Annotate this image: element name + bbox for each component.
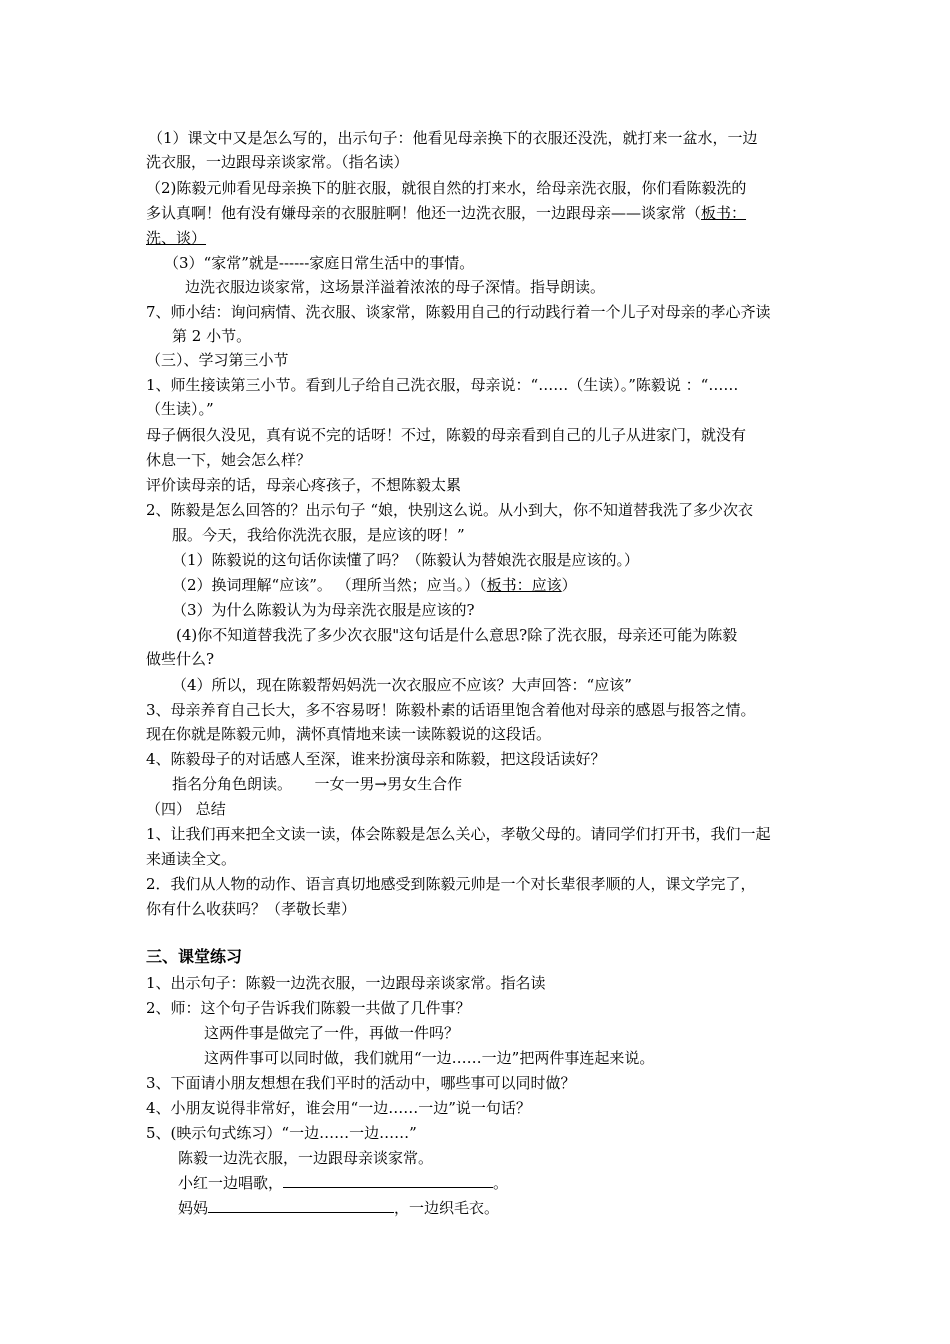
text-line: 来通读全文。 <box>146 850 237 868</box>
text-line: （1）陈毅说的这句话你读懂了吗？（陈毅认为替娘洗衣服是应该的。） <box>172 551 640 569</box>
text-line: 陈毅一边洗衣服，一边跟母亲谈家常。 <box>178 1149 434 1167</box>
text-span: ，一边织毛衣。 <box>394 1199 500 1217</box>
text-line: 1、出示句子：陈毅一边洗衣服，一边跟母亲谈家常。指名读 <box>146 974 546 992</box>
text-span: （2）换词理解“应该”。 （理所当然；应当。）（ <box>172 576 487 594</box>
fill-blank[interactable] <box>283 1173 493 1188</box>
text-line <box>146 203 746 223</box>
section-heading: （四） 总结 <box>146 800 226 818</box>
exercise-line <box>178 1173 508 1193</box>
text-line: (4)你不知道替我洗了多少次衣服"这句话是什么意思?除了洗衣服，母亲还可能为陈毅 <box>176 626 738 644</box>
text-line: 2、师：这个句子告诉我们陈毅一共做了几件事？ <box>146 999 471 1017</box>
text-line: 4、小朋友说得非常好，谁会用“一边……一边”说一句话？ <box>146 1099 531 1117</box>
text-line: 服。今天，我给你洗洗衣服，是应该的呀！” <box>172 526 465 544</box>
text-line: 指名分角色朗读。 一女一男→男女生合作 <box>172 775 463 793</box>
text-line: 2、陈毅是怎么回答的？出示句子 “娘，快别这么说。从小到大，你不知道替我洗了多少次衣 <box>146 501 753 519</box>
text-span: 妈妈 <box>178 1199 209 1217</box>
text-line: 这两件事可以同时做，我们就用“一边……一边”把两件事连起来说。 <box>204 1049 655 1067</box>
text-line: 7、师小结：询问病情、洗衣服、谈家常，陈毅用自己的行动践行着一个儿子对母亲的孝心齐读 <box>146 303 771 321</box>
text-line: 3、下面请小朋友想想在我们平时的活动中，哪些事可以同时做？ <box>146 1074 576 1092</box>
text-span: 多认真啊！他有没有嫌母亲的衣服脏啊！他还一边洗衣服，一边跟母亲——谈家常（ <box>146 204 702 222</box>
fill-blank[interactable] <box>208 1198 394 1213</box>
text-line: （2)陈毅元帅看见母亲换下的脏衣服，就很自然的打来水，给母亲洗衣服，你们看陈毅洗的 <box>146 179 747 197</box>
text-line: 休息一下，她会怎么样？ <box>146 451 312 469</box>
text-line: 现在你就是陈毅元帅，满怀真情地来读一读陈毅说的这段话。 <box>146 725 552 743</box>
text-line: （1）课文中又是怎么写的，出示句子：他看见母亲换下的衣服还没洗，就打来一盆水，一边 <box>148 129 758 147</box>
text-line: 1、师生接读第三小节。看到儿子给自己洗衣服，母亲说：“……（生读）。”陈毅说 ：“…… <box>146 376 739 394</box>
text-line: 做些什么? <box>146 650 215 668</box>
board-note: 洗、谈） <box>146 229 207 247</box>
text-line: 边洗衣服边谈家常，这场景洋溢着浓浓的母子深情。指导朗读。 <box>185 278 606 296</box>
text-line: 2．我们从人物的动作、语言真切地感受到陈毅元帅是一个对长辈很孝顺的人，课文学完了， <box>146 875 756 893</box>
text-line: （3）“家常”就是------家庭日常生活中的事情。 <box>164 254 475 272</box>
text-span: 小红一边唱歌， <box>178 1174 284 1192</box>
text-line: 1、让我们再来把全文读一读，体会陈毅是怎么关心，孝敬父母的。请同学们打开书，我们一起 <box>146 825 771 843</box>
text-line: 母子俩很久没见，真有说不完的话呀！不过，陈毅的母亲看到自己的儿子从进家门，就没有 <box>146 426 747 444</box>
text-line: 第 2 小节。 <box>172 327 252 345</box>
section-title: 三、课堂练习 <box>146 947 243 966</box>
text-line: （4）所以，现在陈毅帮妈妈洗一次衣服应不应该？大声回答：“应该” <box>172 676 632 694</box>
text-line: 洗衣服，一边跟母亲谈家常。（指名读） <box>146 153 409 171</box>
text-line: 评价读母亲的话，母亲心疼孩子，不想陈毅太累 <box>146 476 462 494</box>
text-line: 这两件事是做完了一件，再做一件吗？ <box>204 1024 460 1042</box>
section-heading: （三）、学习第三小节 <box>146 351 289 369</box>
text-line: 5、(映示句式练习）“一边……一边……” <box>146 1124 417 1142</box>
text-line: 你有什么收获吗？（孝敬长辈） <box>146 900 357 918</box>
text-span: ） <box>561 576 577 594</box>
text-line <box>172 575 577 595</box>
text-line: （生读）。” <box>146 400 214 418</box>
exercise-line <box>178 1198 499 1218</box>
board-note: 板书：应该 <box>486 576 562 594</box>
text-span: 。 <box>493 1174 509 1192</box>
text-line: 3、母亲养育自己长大，多不容易呀！陈毅朴素的话语里饱含着他对母亲的感恩与报答之情。 <box>146 701 756 719</box>
board-note: 板书： <box>701 204 747 222</box>
text-line: （3）为什么陈毅认为为母亲洗衣服是应该的? <box>172 601 475 619</box>
text-line: 4、陈毅母子的对话感人至深，谁来扮演母亲和陈毅，把这段话读好？ <box>146 750 606 768</box>
